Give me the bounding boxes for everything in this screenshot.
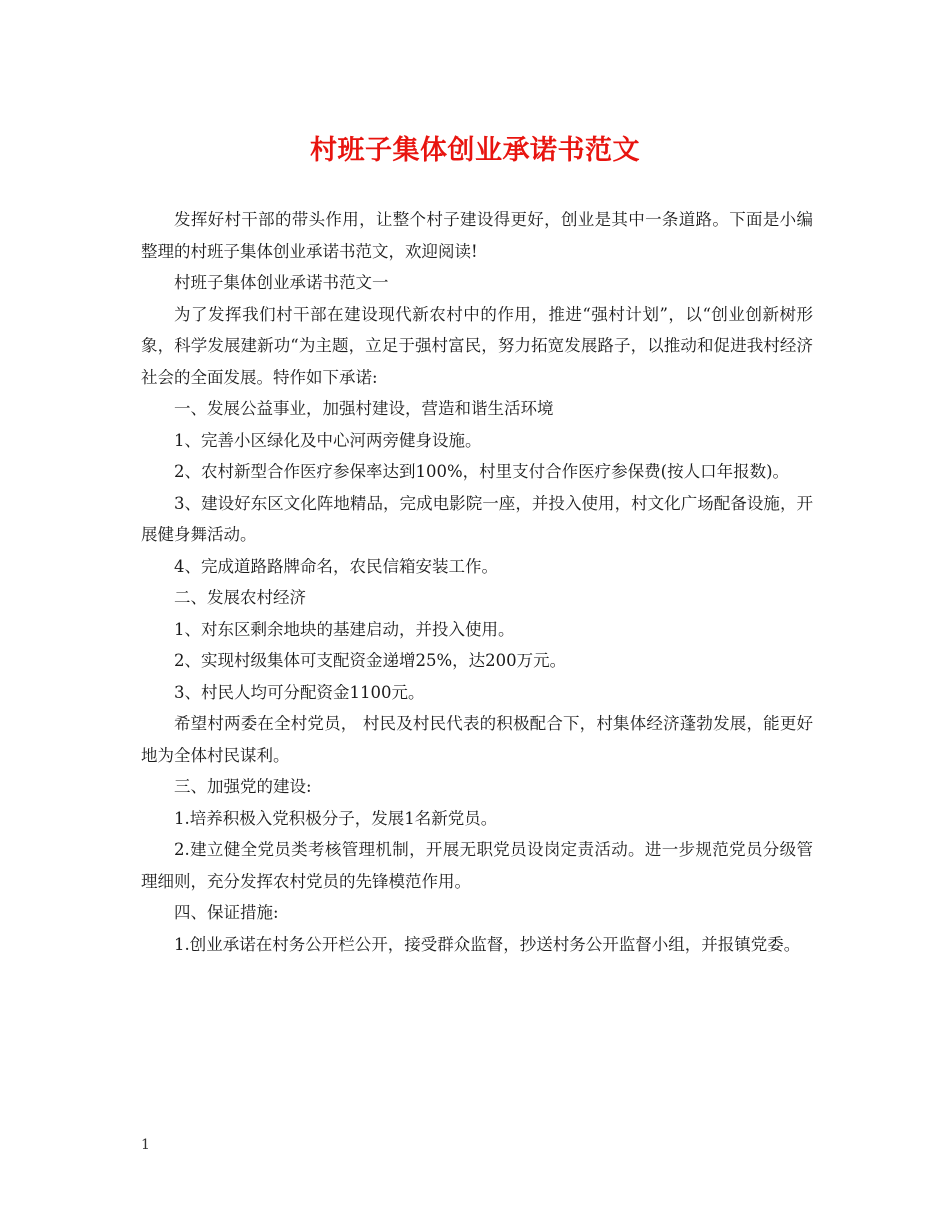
paragraph: 希望村两委在全村党员， 村民及村民代表的积极配合下，村集体经济蓬勃发展，能更好地为全体村民谋利。 (141, 714, 813, 765)
paragraph: 四、保证措施: (174, 903, 279, 922)
paragraph: 2、实现村级集体可支配资金递增25%，达200万元。 (174, 651, 567, 670)
paragraph: 为了发挥我们村干部在建设现代新农村中的作用，推进“强村计划”，以“创业创新树形象，科学发展建新功“为主题，立足于强村富民，努力拓宽发展路子，以推动和促进我村经济社会的全面发展。特作如下承诺: (141, 304, 813, 387)
paragraph: 1.培养积极入党积极分子，发展1名新党员。 (174, 808, 498, 828)
paragraph: 村班子集体创业承诺书范文一 (174, 273, 389, 292)
page-number: 1 (141, 1137, 150, 1153)
document-body (141, 204, 813, 960)
paragraph: 3、建设好东区文化阵地精品，完成电影院一座，并投入使用，村文化广场配备设施，开展健身舞活动。 (141, 493, 813, 544)
paragraph: 1、完善小区绿化及中心河两旁健身设施。 (174, 430, 482, 450)
paragraph: 2、农村新型合作医疗参保率达到100%，村里支付合作医疗参保费(按人口年报数)。 (174, 462, 790, 481)
paragraph: 三、加强党的建设: (174, 777, 312, 796)
document-title: 村班子集体创业承诺书范文 (310, 135, 640, 166)
paragraph: 二、发展农村经济 (174, 588, 306, 607)
paragraph: 4、完成道路路牌命名，农民信箱安装工作。 (174, 556, 498, 576)
paragraph: 1.创业承诺在村务公开栏公开，接受群众监督，抄送村务公开监督小组，并报镇党委。 (174, 934, 801, 954)
paragraph: 一、发展公益事业，加强村建设，营造和谐生活环境 (174, 399, 554, 418)
paragraph: 发挥好村干部的带头作用，让整个村子建设得更好，创业是其中一条道路。下面是小编整理的村班子集体创业承诺书范文，欢迎阅读! (141, 210, 813, 261)
paragraph: 2.建立健全党员类考核管理机制，开展无职党员设岗定责活动。进一步规范党员分级管理细则，充分发挥农村党员的先锋模范作用。 (141, 840, 813, 891)
paragraph: 1、对东区剩余地块的基建启动，并投入使用。 (174, 619, 515, 639)
paragraph: 3、村民人均可分配资金1100元。 (174, 682, 425, 702)
